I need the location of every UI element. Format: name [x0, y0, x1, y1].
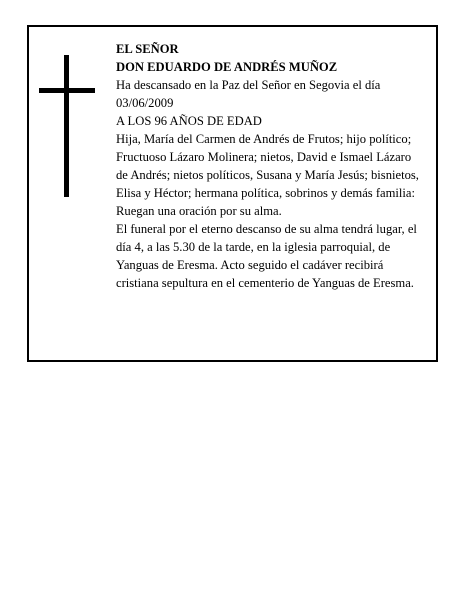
- title-line-1: EL SEÑOR: [116, 42, 179, 56]
- age-at-death: A LOS 96 AÑOS DE EDAD: [116, 114, 262, 128]
- prayer-request: Ruegan una oración por su alma.: [116, 204, 282, 218]
- cross-icon: [39, 55, 95, 197]
- death-statement: Ha descansado en la Paz del Señor en Segovia el día 03/06/2009: [116, 78, 381, 110]
- cross-vertical-bar: [64, 55, 69, 197]
- funeral-details: El funeral por el eterno descanso de su alma tendrá lugar, el día 4, a las 5.30 de la tarde, en la iglesia parroquial, de Yanguas de Eresma. Acto seguido el cadáver recibirá cristiana sepultura en el cementerio de Yanguas de Eresma.: [116, 222, 417, 290]
- deceased-name: DON EDUARDO DE ANDRÉS MUÑOZ: [116, 60, 338, 74]
- family-list: Hija, María del Carmen de Andrés de Frutos; hijo político; Fructuoso Lázaro Molinera; nietos, David e Ismael Lázaro de Andrés; nietos políticos, Susana y María Jesús; bisnietos, Elisa y Héctor; hermana política, sobrinos y demás familia:: [116, 132, 419, 200]
- obituary-notice: [27, 25, 438, 362]
- obituary-text: [116, 40, 426, 292]
- cross-horizontal-bar: [39, 88, 95, 93]
